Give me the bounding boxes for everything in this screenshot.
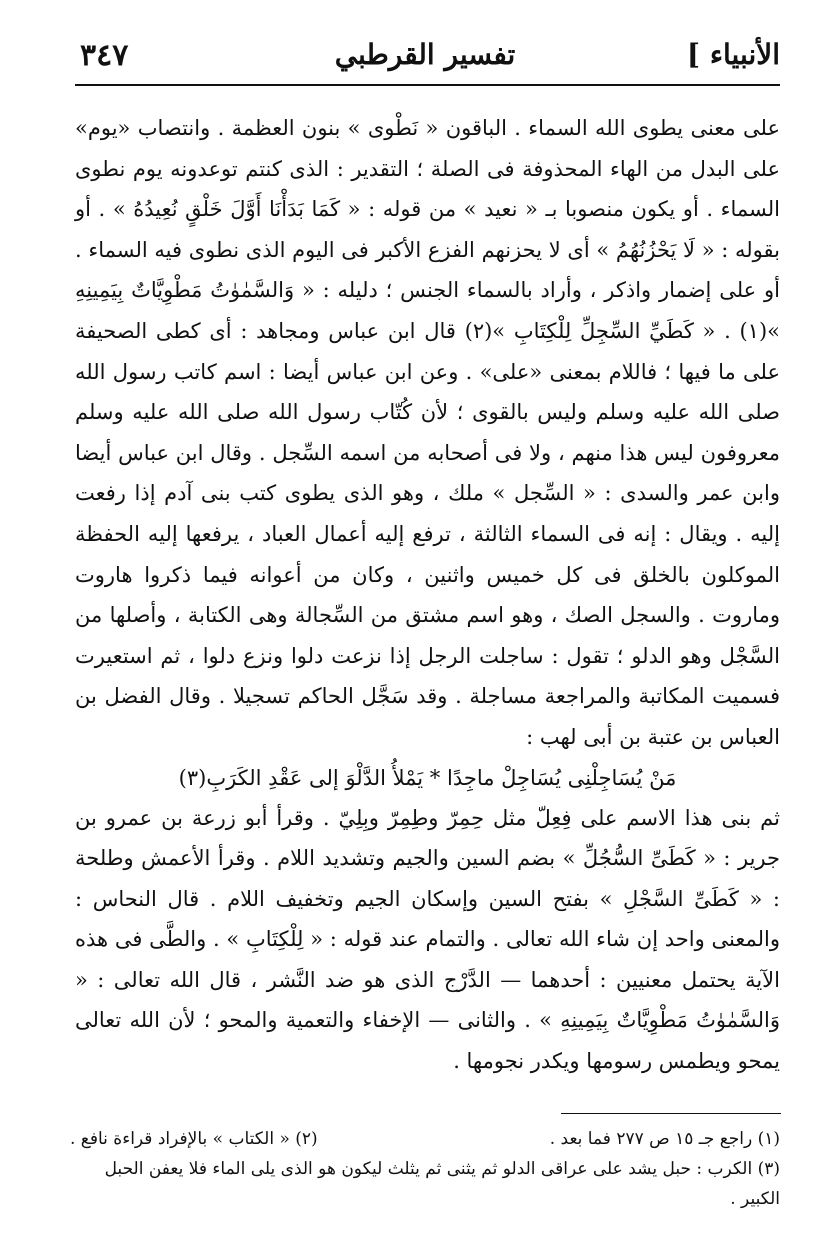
paragraph: على معنى يطوى الله السماء . الباقون « نَطْوى » بنون العظمة . وانتصاب «يوم» على البدل من الهاء المحذوفة فى الصلة ؛ التقدير : الذى كنتم توعدونه يوم نطوى السماء . أو يكون منصوبا بـ « نعيد » من قوله : « كَمَا بَدَأْنَا أَوَّلَ خَلْقٍ نُعِيدُهُ » . أو بقوله : « لَا يَحْزُنُهُمُ » أى لا يحزنهم الفزع الأكبر فى اليوم الذى نطوى فيه السماء . أو على إضمار واذكر ، وأراد بالسماء الجنس ؛ دليله : « وَالسَّمٰوٰتُ مَطْوِيَّاتٌ بِيَمِينِهِ »(١) . « كَطَيِّ السِّجِلِّ لِلْكِتَابِ »(٢) قال ابن عباس ومجاهد : أى كطى الصحيفة على ما فيها ؛ فاللام بمعنى «على» . وعن ابن عباس أيضا : اسم كاتب رسول الله صلى الله عليه وسلم وليس بالقوى ؛ لأن كُتّاب رسول الله صلى الله عليه وسلم معروفون ليس هذا منهم ، ولا فى أصحابه من اسمه السِّجل . وقال ابن عباس أيضا وابن عمر والسدى : « السِّجل » ملك ، وهو الذى يطوى كتب بنى آدم إذا رفعت إليه . ويقال : إنه فى السماء الثالثة ، ترفع إليه أعمال العباد ، يرفعها إليه الحفظة الموكلون بالخلق فى كل خميس واثنين ، وكان من أعوانه فيما ذكروا هاروت وماروت . والسجل الصك ، وهو اسم مشتق من السِّجالة وهى الكتابة ، وأصلها من السَّجْل وهو الدلو ؛ تقول : ساجلت الرجل إذا نزعت دلوا ونزع دلوا ، ثم استعيرت فسميت المكاتبة والمراجعة مساجلة . وقد سَجَّل الحاكم تسجيلا . وقال الفضل بن العباس بن عتبة بن أبى لهب :: [75, 116, 780, 749]
footnotes: [70, 1124, 780, 1214]
main-text: [75, 108, 780, 1082]
footnote-2: (٢) « الكتاب » بالإفراد قراءة نافع .: [70, 1129, 318, 1149]
footnote-3: (٣) الكرب : حبل يشد على عراقى الدلو ثم يثنى ثم يثلث ليكون هو الذى يلى الماء فلا يعفن الحبل الكبير .: [104, 1159, 780, 1209]
chapter-name: الأنبياء ]: [686, 38, 780, 71]
poetry-verse: مَنْ يُسَاجِلْنِى يُسَاجِلْ ماجِدًا * يَمْلأُ الدَّلْوَ إلى عَقْدِ الكَرَبِ(٣): [178, 765, 677, 790]
footnote-row: [70, 1124, 780, 1154]
page-header: [70, 38, 780, 78]
footnote-divider: [561, 1113, 781, 1114]
book-title: تفسير القرطبي: [334, 38, 516, 71]
paragraph: ثم بنى هذا الاسم على فِعِلّ مثل حِمِرّ وطِمِرّ وبِلِيّ . وقرأ أبو زرعة بن عمرو بن جرير : « كَطَىِّ السُّجُلِّ » بضم السين والجيم وتشديد اللام . وقرأ الأعمش وطلحة : « كَطَىِّ السَّجْلِ » بفتح السين وإسكان الجيم وتخفيف اللام . قال النحاس : والمعنى واحد إن شاء الله تعالى . والتمام عند قوله : « لِلْكِتَابِ » . والطَّى فى هذه الآية يحتمل معنيين : أحدهما — الدَّرْج الذى هو ضد النَّشر ، قال الله تعالى : « وَالسَّمٰوٰتُ مَطْوِيَّاتٌ بِيَمِينِهِ » . والثانى — الإخفاء والتعمية والمحو ؛ لأن الله تعالى يمحو ويطمس رسومها ويكدر نجومها .: [75, 805, 780, 1074]
footnote-1: (١) راجع جـ ١٥ ص ٢٧٧ فما بعد .: [549, 1129, 780, 1149]
header-divider: [75, 84, 780, 86]
page-number: ٣٤٧: [80, 38, 129, 73]
